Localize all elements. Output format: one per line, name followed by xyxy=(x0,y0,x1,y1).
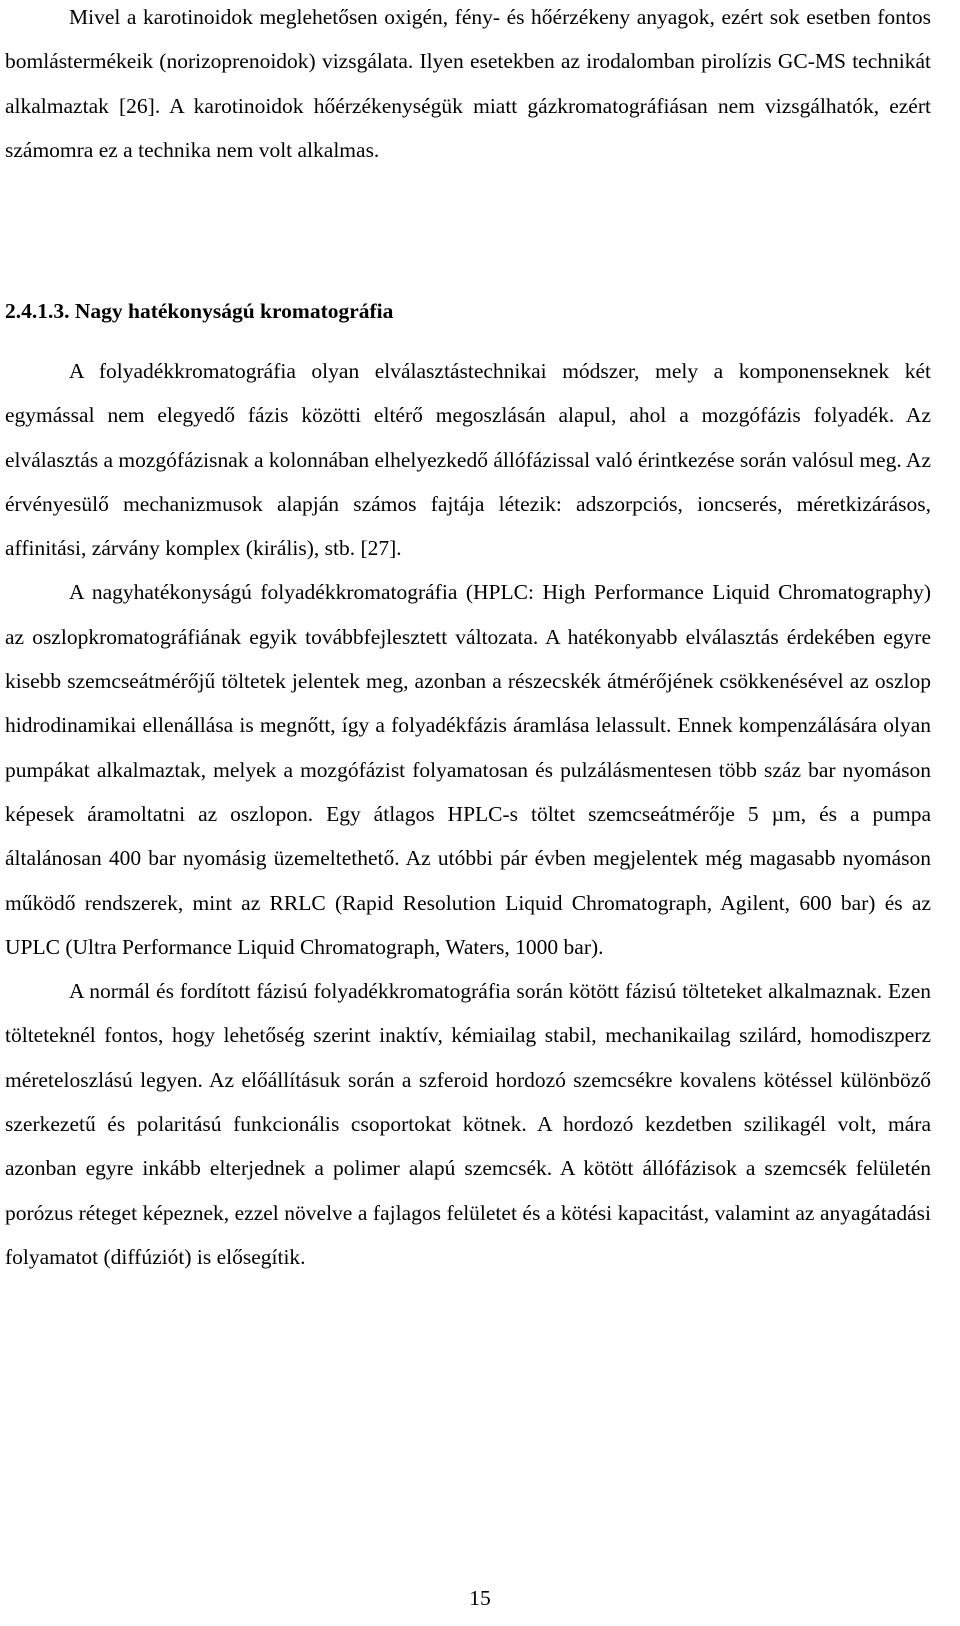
section-heading: 2.4.1.3. Nagy hatékonyságú kromatográfia xyxy=(5,299,394,323)
body-paragraph: A folyadékkromatográfia olyan elválasztástechnikai módszer, mely a komponenseknek két egymással nem elegyedő fázis közötti eltérő megoszlásán alapul, ahol a mozgófázis folyadék. Az elválasztás a mozgófázisnak a kolonnában elhelyezkedő állófázissal való érintkezése során valósul meg. Az érvényesülő mechanizmusok alapján számos fajtája létezik: adszorpciós, ioncserés, méretkizárásos, affinitási, zárvány komplex (királis), stb. [27]. xyxy=(5,359,931,561)
body-paragraph: A normál és fordított fázisú folyadékkromatográfia során kötött fázisú tölteteket alkalmaznak. Ezen tölteteknél fontos, hogy lehetőség szerint inaktív, kémiailag stabil, mechanikailag szilárd, homodiszperz méreteloszlású legyen. Az előállításuk során a szferoid hordozó szemcsékre kovalens kötéssel különböző szerkezetű és polaritású funkcionális csoportokat kötnek. A hordozó kezdetben szilikagél volt, mára azonban egyre inkább elterjednek a polimer alapú szemcsék. A kötött állófázisok a szemcsék felületén porózus réteget képeznek, ezzel növelve a fajlagos felületet és a kötési kapacitást, valamint az anyagátadási folyamatot (diffúziót) is elősegítik. xyxy=(5,979,931,1269)
body-paragraph: A nagyhatékonyságú folyadékkromatográfia (HPLC: High Performance Liquid Chromatography) az oszlopkromatográfiának egyik továbbfejlesztett változata. A hatékonyabb elválasztás érdekében egyre kisebb szemcseátmérőjű töltetek jelentek meg, azonban a részecskék átmérőjének csökkenésével az oszlop hidrodinamikai ellenállása is megnőtt, így a folyadékfázis áramlása lelassult. Ennek kompenzálására olyan pumpákat alkalmaztak, melyek a mozgófázist folyamatosan és pulzálásmentesen több száz bar nyomáson képesek áramoltatni az oszlopon. Egy átlagos HPLC-s töltet szemcseátmérője 5 µm, és a pumpa általánosan 400 bar nyomásig üzemeltethető. Az utóbbi pár évben megjelentek még magasabb nyomáson működő rendszerek, mint az RRLC (Rapid Resolution Liquid Chromatograph, Agilent, 600 bar) és az UPLC (Ultra Performance Liquid Chromatograph, Waters, 1000 bar). xyxy=(5,580,931,959)
intro-paragraph: Mivel a karotinoidok meglehetősen oxigén, fény- és hőérzékeny anyagok, ezért sok esetben fontos bomlástermékeik (norizoprenoidok) vizsgálata. Ilyen esetekben az irodalomban pirolízis GC-MS technikát alkalmaztak [26]. A karotinoidok hőérzékenységük miatt gázkromatográfiásan nem vizsgálhatók, ezért számomra ez a technika nem volt alkalmas. xyxy=(5,5,931,162)
section-body xyxy=(5,349,931,1279)
page-number: 15 xyxy=(469,1586,491,1610)
